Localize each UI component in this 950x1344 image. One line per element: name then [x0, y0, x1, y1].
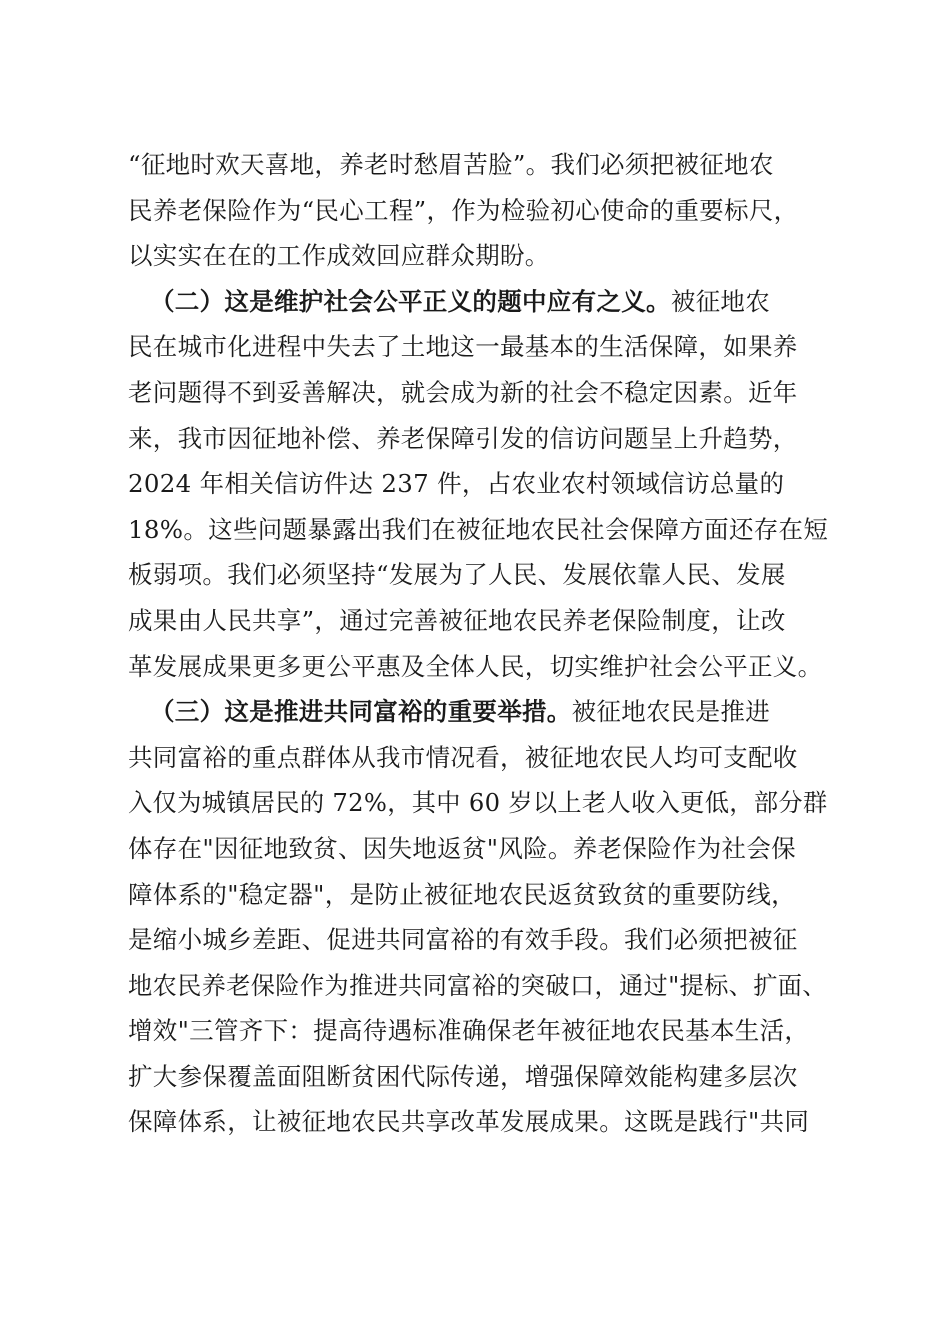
text-run: 共同富裕的重点群体从我市情况看，被征地农民人均可支配收	[128, 742, 798, 772]
text-line	[128, 370, 828, 416]
text-run: “征地时欢天喜地，养老时愁眉苦脸”。我们必须把被征地农	[128, 150, 774, 179]
text-line	[128, 644, 828, 690]
text-line	[128, 233, 828, 279]
text-run: 体存在"因征地致贫、因失地返贫"风险。养老保险作为社会保	[128, 833, 796, 863]
text-run: 入仅为城镇居民的 72%，其中 60 岁以上老人收入更低，部分群	[128, 788, 828, 818]
text-line	[128, 780, 828, 826]
text-run: 被征地农民是推进	[571, 697, 771, 727]
text-line	[128, 552, 828, 598]
text-run: 老问题得不到妥善解决，就会成为新的社会不稳定因素。近年	[128, 377, 798, 407]
text-run: 革发展成果更多更公平惠及全体人民，切实维护社会公平正义。	[128, 651, 823, 681]
text-run: 增效"三管齐下：提高待遇标准确保老年被征地农民基本生活，	[128, 1016, 810, 1046]
text-run: 2024 年相关信访件达 237 件，占农业农村领域信访总量的	[128, 469, 785, 499]
text-line	[128, 1099, 828, 1145]
text-line	[128, 324, 828, 370]
text-run: 地农民养老保险作为推进共同富裕的突破口，通过"提标、扩面、	[128, 970, 827, 1000]
text-run: 是缩小城乡差距、促进共同富裕的有效手段。我们必须把被征	[128, 925, 798, 955]
text-line	[128, 507, 828, 553]
text-run: 被征地农	[670, 286, 771, 316]
text-line	[128, 461, 828, 507]
text-line	[128, 872, 828, 918]
text-line	[128, 416, 828, 462]
text-run: 民养老保险作为“民心工程”，作为检验初心使命的重要标尺，	[128, 195, 799, 225]
text-run: 成果由人民共享”，通过完善被征地农民养老保险制度，让改	[128, 605, 786, 635]
text-line	[128, 826, 828, 872]
paragraph-3	[128, 689, 828, 1145]
section-heading-3: （三）这是推进共同富裕的重要举措。	[150, 697, 572, 727]
paragraph-2	[128, 279, 828, 689]
text-run: 板弱项。我们必须坚持“发展为了人民、发展依靠人民、发展	[128, 560, 786, 590]
text-line	[128, 142, 828, 188]
text-line	[128, 917, 828, 963]
text-line	[128, 1008, 828, 1054]
document-page	[128, 142, 828, 1145]
text-run: 保障体系，让被征地农民共享改革发展成果。这既是践行"共同	[128, 1107, 810, 1137]
text-run: 以实实在在的工作成效回应群众期盼。	[128, 241, 550, 271]
section-heading-2: （二）这是维护社会公平正义的题中应有之义。	[150, 286, 671, 316]
text-run: 18%。这些问题暴露出我们在被征地农民社会保障方面还存在短	[128, 514, 829, 544]
paragraph-1	[128, 142, 828, 279]
text-line	[128, 279, 828, 325]
text-line	[128, 963, 828, 1009]
text-line	[128, 689, 828, 735]
text-line	[128, 735, 828, 781]
text-run: 扩大参保覆盖面阻断贫困代际传递，增强保障效能构建多层次	[128, 1061, 798, 1091]
text-run: 障体系的"稳定器"，是防止被征地农民返贫致贫的重要防线，	[128, 879, 796, 909]
text-line	[128, 1054, 828, 1100]
text-line	[128, 188, 828, 234]
text-run: 民在城市化进程中失去了土地这一最基本的生活保障，如果养	[128, 332, 798, 362]
text-run: 来，我市因征地补偿、养老保障引发的信访问题呈上升趋势，	[128, 423, 798, 453]
text-line	[128, 598, 828, 644]
